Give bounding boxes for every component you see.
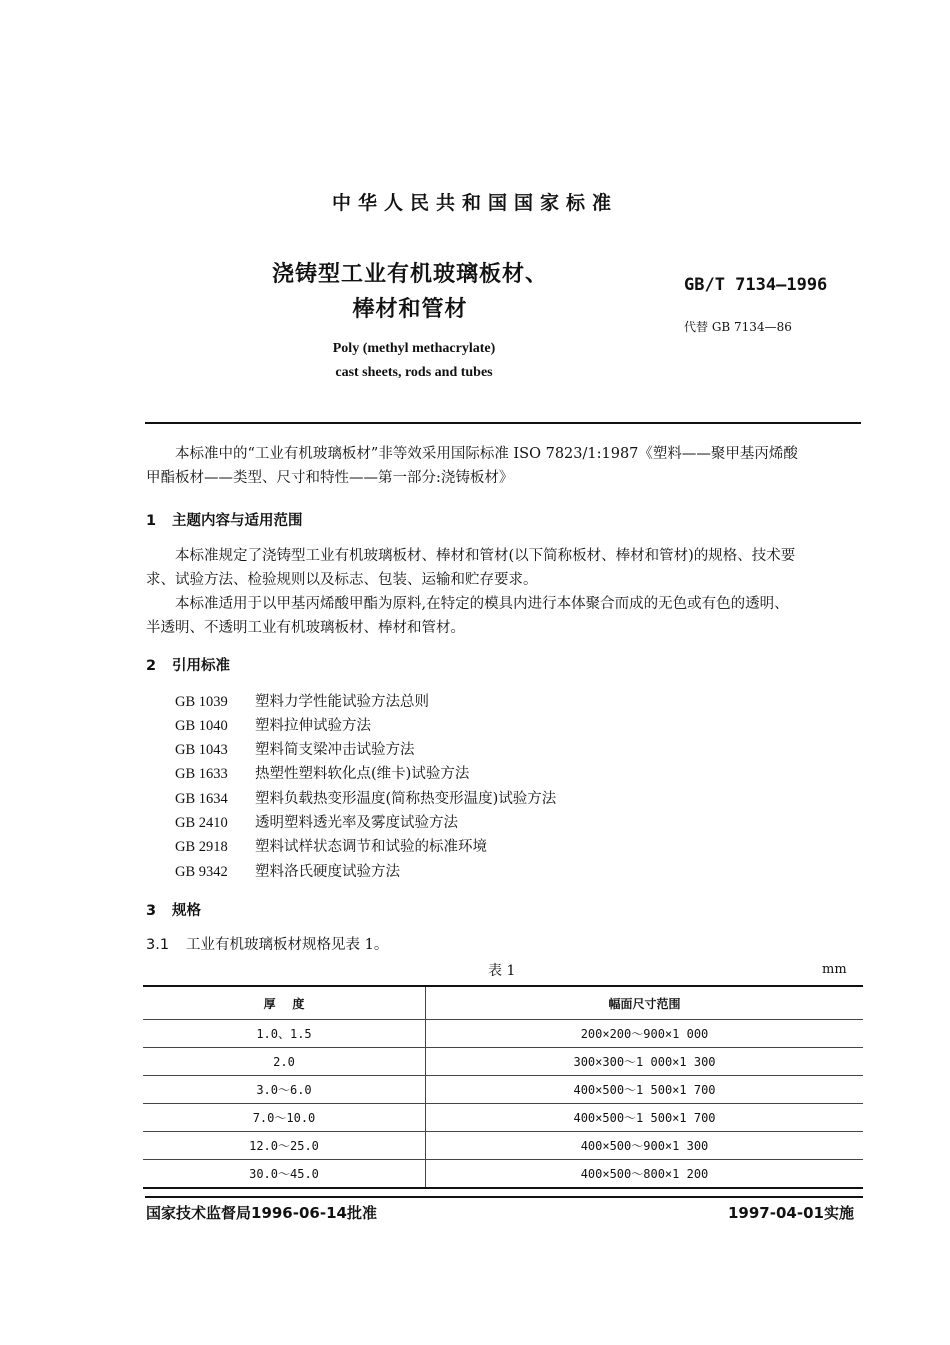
header-rule [145,422,861,424]
document-title-line-2: 棒材和管材 [352,297,468,322]
thickness-cell: 1.0、1.5 [143,1020,426,1048]
thickness-cell: 2.0 [143,1048,426,1076]
reference-title: 塑料拉伸试验方法 [255,718,371,734]
section-1-paragraph-1 [146,544,862,592]
table-row [143,1160,863,1189]
reference-code: GB 1633 [175,766,228,782]
footer-rule [145,1196,863,1198]
subsection-3-1-text: 工业有机玻璃板材规格见表 1。 [186,937,389,953]
table-row [143,1104,863,1132]
reference-code: GB 9342 [175,864,228,880]
section-2-heading [146,654,230,675]
subsection-3-1 [146,933,388,954]
implementation-date: 1997-04-01实施 [728,1204,854,1222]
size-range-cell: 400×500～1 500×1 700 [426,1076,864,1104]
size-range-cell: 400×500～900×1 300 [426,1132,864,1160]
section-3-title: 规格 [172,903,201,919]
reference-title: 塑料试样状态调节和试验的标准环境 [255,839,487,855]
section-1-p1-line-1: 本标准规定了浇铸型工业有机玻璃板材、棒材和管材(以下简称板材、棒材和管材)的规格、技术要 [175,548,796,564]
reference-title: 塑料负载热变形温度(简称热变形温度)试验方法 [255,791,557,807]
english-title-line-2: cast sheets, rods and tubes [335,365,493,380]
table-row [143,1048,863,1076]
section-1-p2-line-1: 本标准适用于以甲基丙烯酸甲酯为原料,在特定的模具内进行本体聚合而成的无色或有色的透明、 [175,596,789,612]
document-title-line-1: 浇铸型工业有机玻璃板材、 [271,262,548,287]
replaces-standard: 代替 GB 7134—86 [684,320,792,334]
reference-code: GB 1039 [175,694,228,710]
reference-title: 塑料洛氏硬度试验方法 [255,864,400,880]
thickness-cell: 12.0～25.0 [143,1132,426,1160]
thickness-cell: 3.0～6.0 [143,1076,426,1104]
table-row [143,1076,863,1104]
reference-item [175,860,400,881]
reference-item [175,738,415,759]
table-caption: 表 1 [488,963,516,979]
spec-table [143,985,863,1189]
standard-code: GB/T 7134—1996 [684,275,828,295]
table-row [143,1132,863,1160]
section-1-paragraph-2 [146,592,862,640]
section-1-heading [146,509,303,530]
reference-code: GB 1634 [175,791,228,807]
reference-title: 热塑性塑料软化点(维卡)试验方法 [255,766,470,782]
section-2-title: 引用标准 [172,658,230,674]
reference-item [175,714,371,735]
reference-code: GB 1040 [175,718,228,734]
reference-code: GB 2918 [175,839,228,855]
header-thickness: 厚 度 [143,986,426,1020]
approval-date: 国家技术监督局1996-06-14批准 [146,1204,377,1222]
section-1-p1-line-2: 求、试验方法、检验规则以及标志、包装、运输和贮存要求。 [146,572,538,588]
section-3-number: 3 [146,903,157,919]
intro-line-2: 甲酯板材——类型、尺寸和特性——第一部分:浇铸板材》 [146,470,514,486]
english-title-line-1: Poly (methyl methacrylate) [332,341,496,356]
table-row [143,1020,863,1048]
reference-item [175,835,487,856]
reference-item [175,690,429,711]
national-standard-heading: 中华人民共和国国家标准 [331,192,618,214]
reference-code: GB 1043 [175,742,228,758]
section-1-p2-line-2: 半透明、不透明工业有机玻璃板材、棒材和管材。 [146,620,465,636]
intro-paragraph [146,442,862,490]
reference-title: 塑料力学性能试验方法总则 [255,694,429,710]
size-range-cell: 400×500～800×1 200 [426,1160,864,1189]
size-range-cell: 300×300～1 000×1 300 [426,1048,864,1076]
intro-line-1: 本标准中的“工业有机玻璃板材”非等效采用国际标准 ISO 7823/1:1987《塑料——聚甲基丙烯酸 [175,446,798,462]
reference-item [175,811,458,832]
size-range-cell: 200×200～900×1 000 [426,1020,864,1048]
reference-title: 透明塑料透光率及雾度试验方法 [255,815,458,831]
thickness-cell: 30.0～45.0 [143,1160,426,1189]
reference-item [175,787,556,808]
section-3-heading [146,899,201,920]
table-header-row [143,986,863,1020]
section-2-number: 2 [146,658,157,674]
header-size-range: 幅面尺寸范围 [426,986,864,1020]
section-1-title: 主题内容与适用范围 [172,513,303,529]
subsection-3-1-number: 3.1 [146,937,170,953]
reference-item [175,762,469,783]
thickness-cell: 7.0～10.0 [143,1104,426,1132]
section-1-number: 1 [146,513,157,529]
reference-title: 塑料简支梁冲击试验方法 [255,742,415,758]
reference-code: GB 2410 [175,815,228,831]
table-unit: mm [822,962,847,977]
size-range-cell: 400×500～1 500×1 700 [426,1104,864,1132]
